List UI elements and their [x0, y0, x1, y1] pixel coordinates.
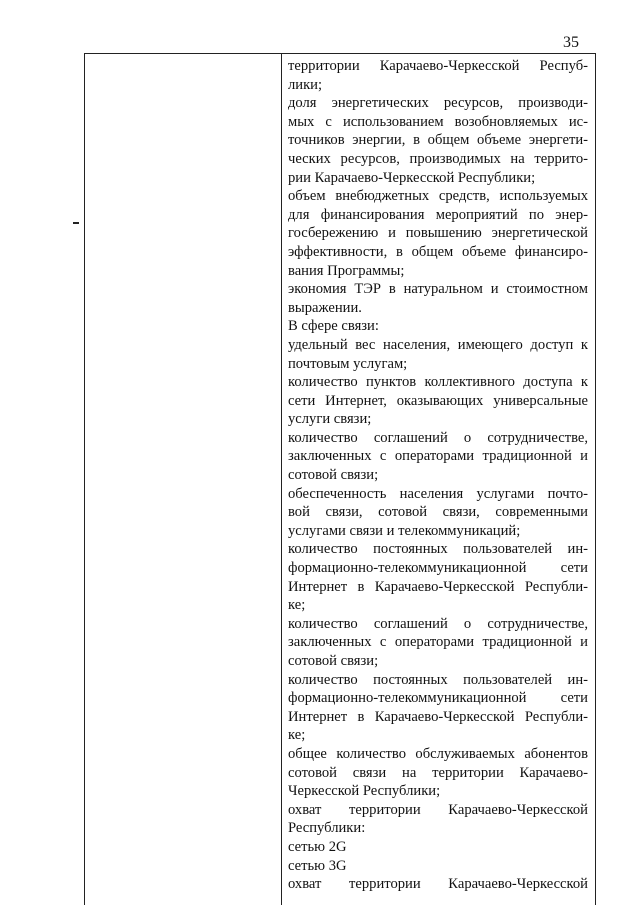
text-line: почтовым услугам;	[288, 355, 408, 372]
table-frame	[84, 53, 596, 905]
text-line: точников энергии, в общем объеме энергети-	[288, 132, 588, 149]
column-divider	[281, 54, 282, 905]
text-line: выражении.	[288, 299, 362, 316]
text-line: доля энергетических ресурсов, производи-	[288, 95, 588, 112]
text-line: заключенных с операторами традиционной и	[288, 448, 588, 465]
text-line: количество пунктов коллективного доступа к	[288, 374, 588, 391]
text-line: объем внебюджетных средств, используемых	[288, 188, 588, 205]
text-line: удельный вес населения, имеющего доступ к	[288, 336, 588, 353]
text-line: ческих ресурсов, производимых на террито-	[288, 150, 588, 167]
text-line: Черкесской Республики;	[288, 783, 441, 800]
text-line: сотовой связи;	[288, 467, 379, 484]
text-line: вой связи, сотовой связи, современными	[288, 504, 588, 521]
text-line: сети Интернет, оказывающих универсальные	[288, 392, 588, 409]
text-line: сотовой связи;	[288, 653, 379, 669]
text-line: экономия ТЭР в натуральном и стоимостном	[288, 281, 588, 298]
text-line: сотовой связи на территории Карачаево-	[288, 764, 588, 781]
text-line: заключенных с операторами традиционной и	[288, 634, 588, 651]
text-line: госбережению и повышению энергетической	[288, 225, 588, 242]
text-line: сетью 2G	[288, 838, 347, 855]
text-line: услугами связи и телекоммуникаций;	[288, 522, 521, 539]
text-line: ке;	[288, 727, 306, 744]
text-line: сетью 3G	[288, 857, 347, 874]
text-line: количество соглашений о сотрудничестве,	[288, 615, 588, 632]
text-line: мых с использованием возобновляемых ис-	[288, 113, 588, 130]
text-line: общее количество обслуживаемых абонентов	[288, 745, 588, 762]
text-line: для финансирования мероприятий по энер-	[288, 206, 588, 223]
margin-dash-mark	[73, 222, 79, 224]
text-line: охват территории Карачаево-Черкесской	[288, 801, 588, 818]
text-line: обеспеченность населения услугами почто-	[288, 485, 588, 502]
text-line: количество постоянных пользователей ин-	[288, 541, 588, 558]
text-line: вания Программы;	[288, 262, 405, 279]
text-line: ке;	[288, 597, 306, 614]
text-line: Республики:	[288, 820, 366, 837]
text-line: количество соглашений о сотрудничестве,	[288, 429, 588, 446]
page-number: 35	[563, 34, 579, 51]
text-line: Интернет в Карачаево-Черкесской Республи-	[288, 708, 588, 725]
text-line: территории Карачаево-Черкесской Респуб-	[288, 58, 588, 74]
text-line: услуги связи;	[288, 411, 372, 428]
text-line: формационно-телекоммуникационной сети	[288, 690, 588, 707]
text-line: рии Карачаево-Черкесской Республики;	[288, 169, 536, 186]
text-line: Интернет в Карачаево-Черкесской Республи-	[288, 578, 588, 595]
text-line: В сфере связи:	[288, 318, 379, 335]
text-line: лики;	[288, 76, 323, 93]
indicators-cell	[288, 57, 588, 894]
text-line: эффективности, в общем объеме финансиро-	[288, 243, 588, 260]
text-line: охват территории Карачаево-Черкесской	[288, 876, 588, 893]
text-line: формационно-телекоммуникационной сети	[288, 560, 588, 577]
text-line: количество постоянных пользователей ин-	[288, 671, 588, 688]
